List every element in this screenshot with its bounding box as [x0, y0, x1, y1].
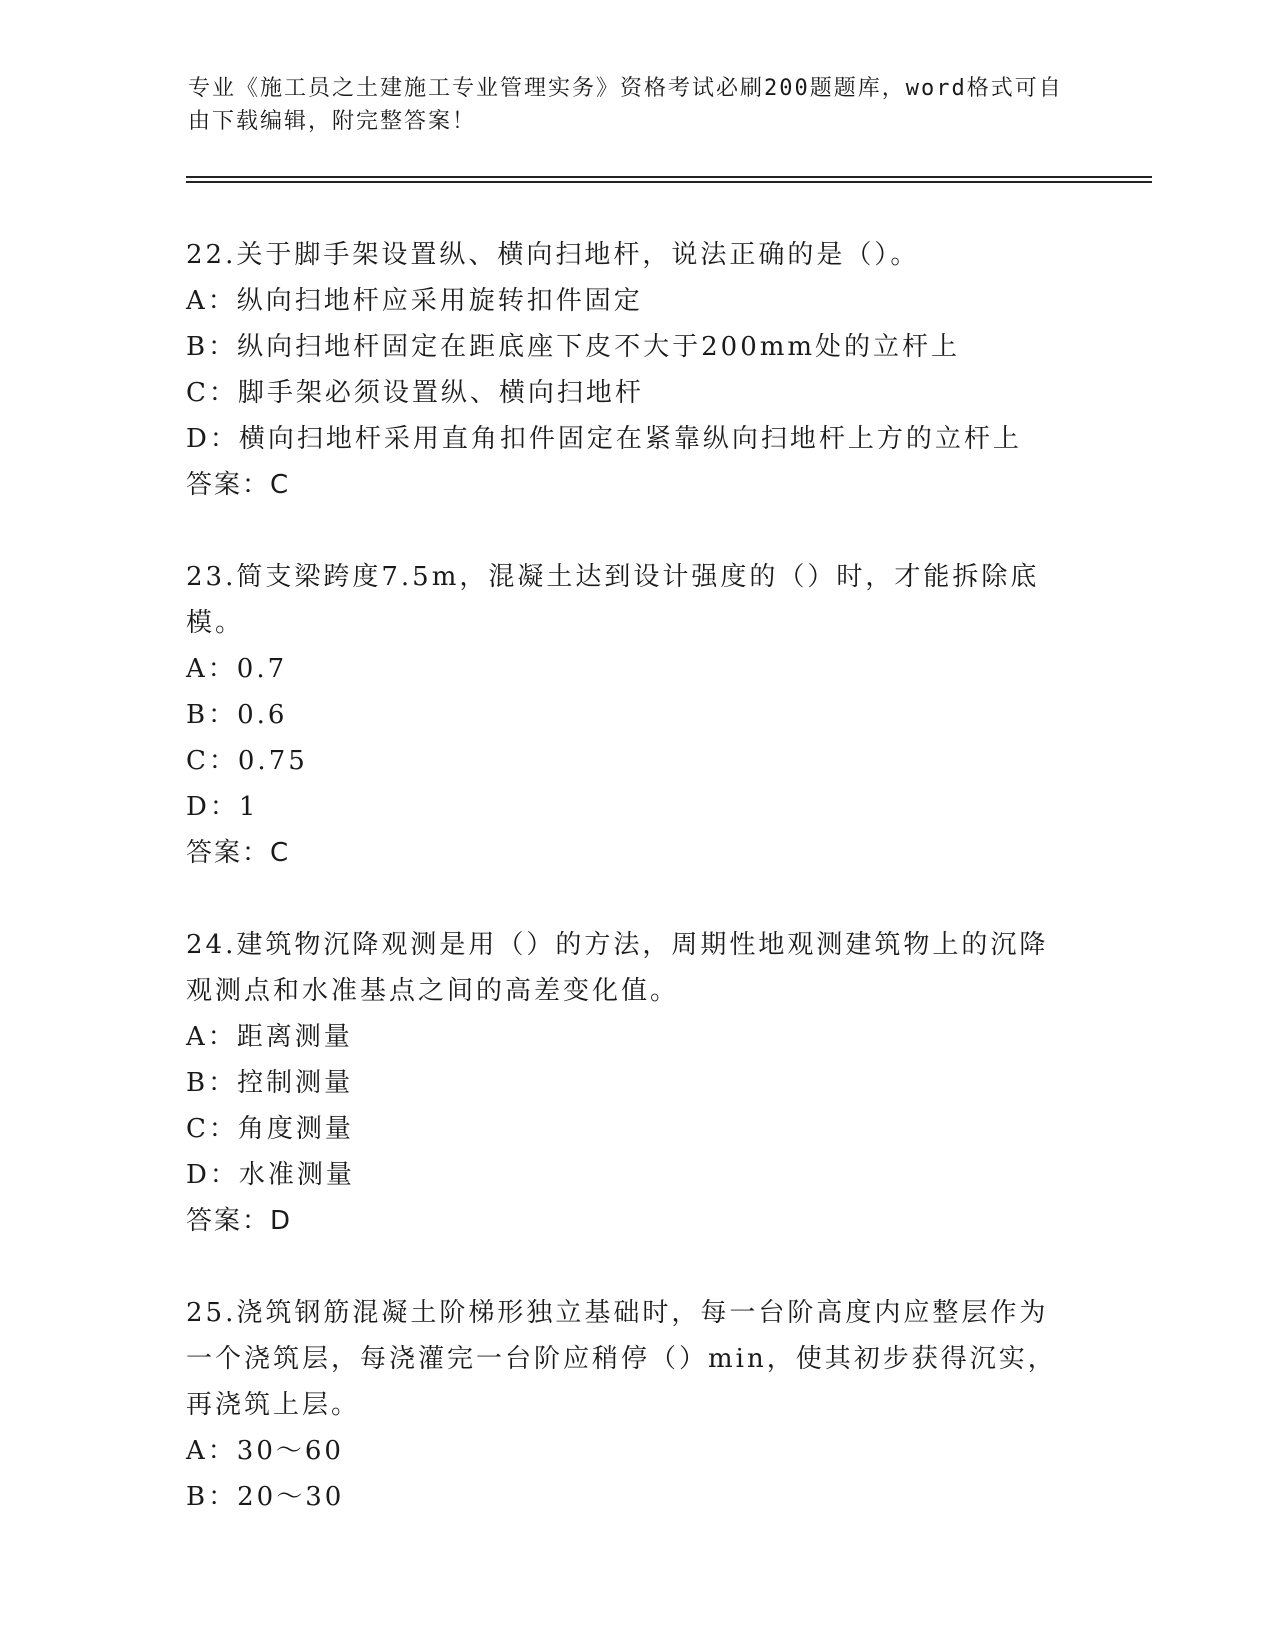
question-stem: 25.浇筑钢筋混凝土阶梯形独立基础时，每一台阶高度内应整层作为一个浇筑层，每浇灌完一台阶应稍停（）min，使其初步获得沉实，再浇筑上层。	[186, 1298, 1057, 1420]
question-25	[186, 1290, 1086, 1520]
option-b: B：0.6	[186, 700, 288, 730]
answer-label: 答案：C	[186, 838, 291, 868]
option-d: D：水准测量	[186, 1160, 355, 1190]
option-b: B：纵向扫地杆固定在距底座下皮不大于200mm处的立杆上	[186, 332, 961, 362]
question-stem: 23.简支梁跨度7.5m，混凝土达到设计强度的（）时，才能拆除底模。	[186, 562, 1040, 638]
option-a: A：30～60	[186, 1436, 344, 1466]
option-c: C：脚手架必须设置纵、横向扫地杆	[186, 378, 644, 408]
option-d: D：横向扫地杆采用直角扣件固定在紧靠纵向扫地杆上方的立杆上	[186, 424, 1022, 454]
answer-label: 答案：C	[186, 470, 291, 500]
question-23	[186, 554, 1086, 876]
option-b: B：控制测量	[186, 1068, 354, 1098]
option-a: A：纵向扫地杆应采用旋转扣件固定	[186, 286, 643, 316]
option-a: A：距离测量	[186, 1022, 353, 1052]
option-d: D：1	[186, 792, 259, 822]
question-22	[186, 232, 1086, 508]
question-24	[186, 922, 1086, 1244]
question-list	[186, 232, 1086, 1566]
document-header: 专业《施工员之土建施工专业管理实务》资格考试必刷200题题库，word格式可自由下载编辑，附完整答案！	[188, 76, 1063, 134]
question-stem: 24.建筑物沉降观测是用（）的方法，周期性地观测建筑物上的沉降观测点和水准基点之间的高差变化值。	[186, 930, 1049, 1006]
option-c: C：角度测量	[186, 1114, 354, 1144]
answer-label: 答案：D	[186, 1206, 293, 1236]
option-c: C：0.75	[186, 746, 308, 776]
question-stem: 22.关于脚手架设置纵、横向扫地杆，说法正确的是（）。	[186, 240, 920, 270]
option-b: B：20～30	[186, 1482, 345, 1512]
option-a: A：0.7	[186, 654, 288, 684]
header-rule-top	[186, 176, 1152, 178]
header-rule-bottom	[186, 181, 1152, 183]
